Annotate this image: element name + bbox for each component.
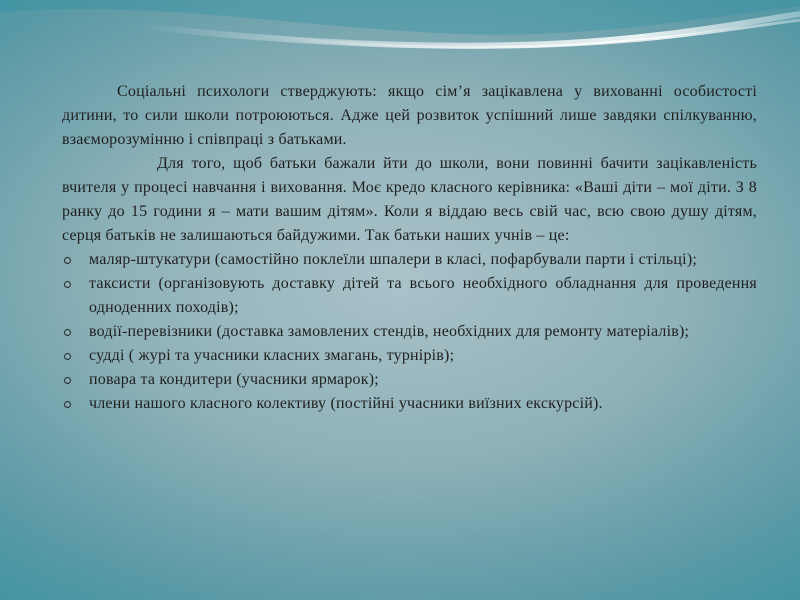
list-item-text: водії-перевізники (доставка замовлених стендів, необхідних для ремонту матеріалів); <box>89 323 690 340</box>
hollow-circle-icon <box>64 353 71 360</box>
list-item <box>62 392 757 416</box>
list-item-text: маляр-штукатури (самостійно поклеїли шпалери в класі, пофарбували парти і стільці); <box>89 251 698 268</box>
intro-paragraph: Соціальні психологи стверджують: якщо сім’я зацікавлена у вихованні особистості дитини, то сили школи потроюються. Адже цей розвиток успішний лише завдяки спілкуванню, взаєморозумінню і співпраці з батьками. <box>62 83 757 148</box>
hollow-circle-icon <box>64 257 71 264</box>
slide-content <box>62 80 757 416</box>
list-item <box>62 368 757 392</box>
list-item <box>62 320 757 344</box>
list-item <box>62 248 757 272</box>
list-item-text: повара та кондитери (учасники ярмарок); <box>89 371 379 388</box>
parent-roles-list <box>62 248 757 416</box>
list-item-text: судді ( журі та учасники класних змагань, турнірів); <box>89 347 455 364</box>
list-item-text: члени нашого класного колективу (постійні учасники виїзних екскурсій). <box>89 395 603 412</box>
hollow-circle-icon <box>64 377 71 384</box>
list-item-text: таксисти (організовують доставку дітей та всього необхідного обладнання для проведення одноденних походів); <box>89 275 757 316</box>
hollow-circle-icon <box>64 329 71 336</box>
list-item <box>62 344 757 368</box>
hollow-circle-icon <box>64 281 71 288</box>
list-item <box>62 272 757 320</box>
hollow-circle-icon <box>64 401 71 408</box>
credo-paragraph: Для того, щоб батьки бажали йти до школи, вони повинні бачити зацікавленість вчителя у процесі навчання і виховання. Моє кредо класного керівника: «Ваші діти – мої діти. З 8 ранку до 15 години я – мати вашим дітям». Коли я віддаю весь свій час, всю свою душу дітям, серця батьків не залишаються байдужими. Так батьки наших учнів – це: <box>62 155 757 244</box>
